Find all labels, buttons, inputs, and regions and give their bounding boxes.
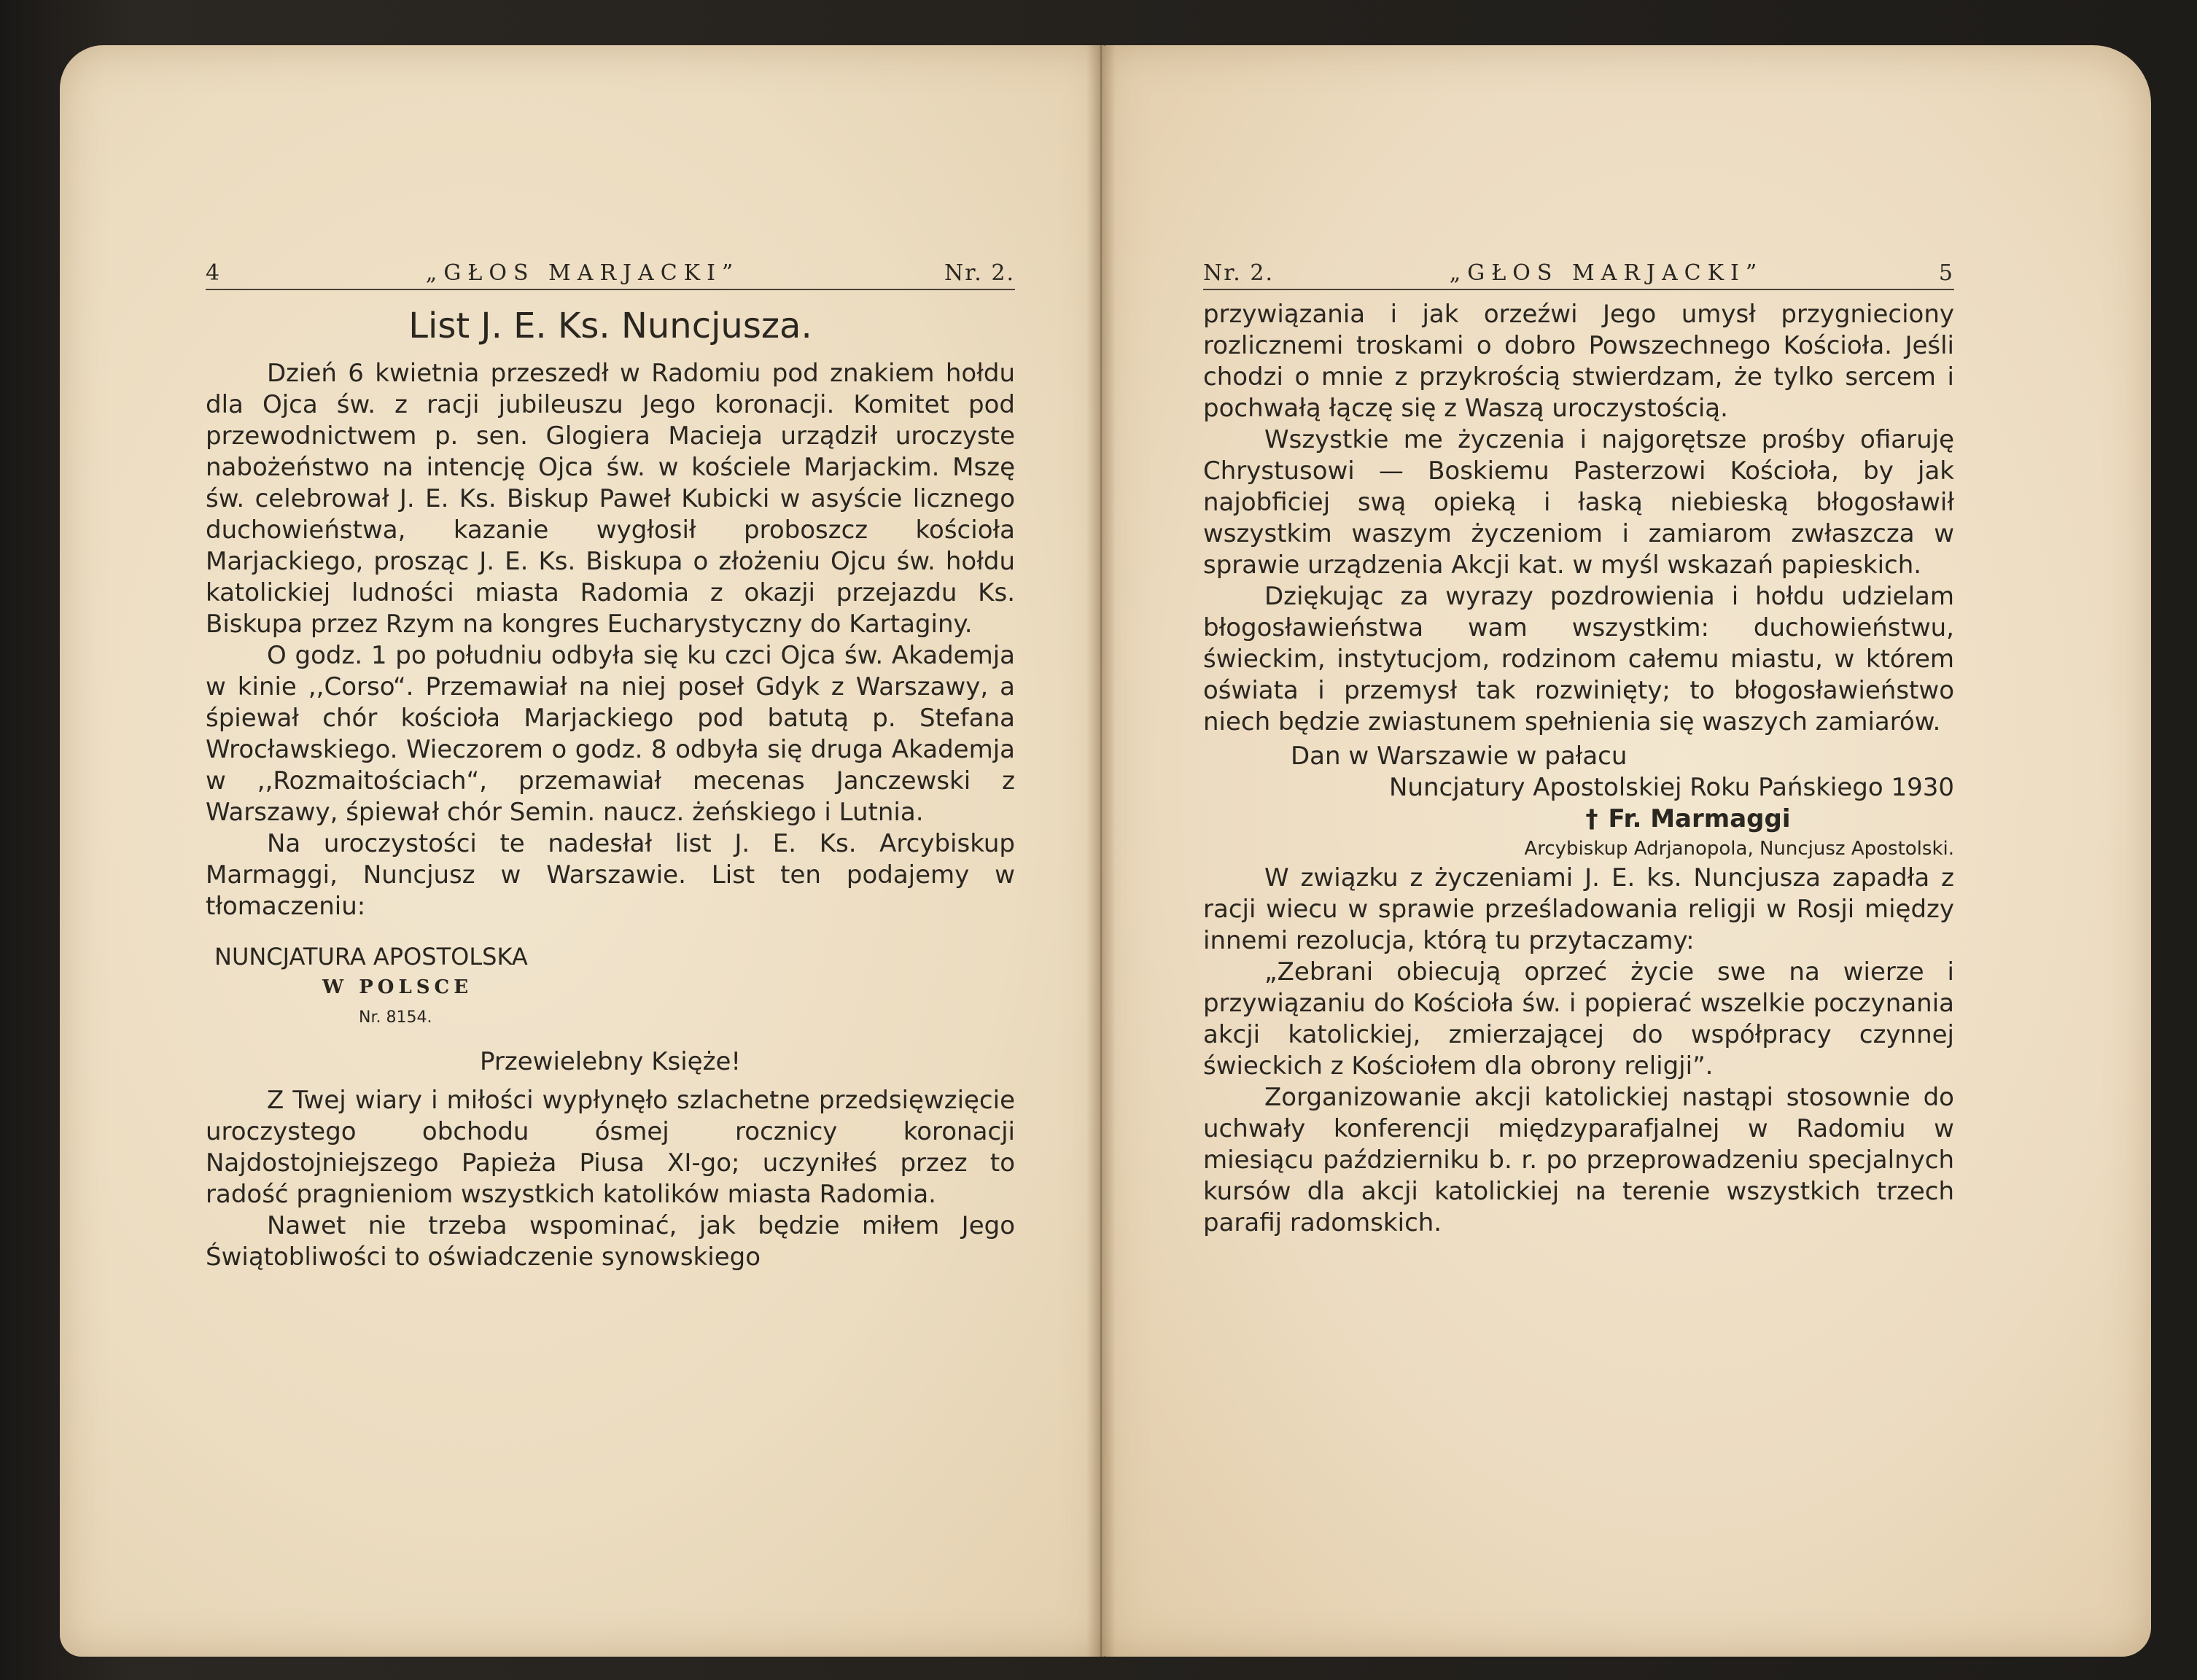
paragraph: Dzień 6 kwietnia przeszedł w Radomiu pod znakiem hołdu dla Ojca św. z racji jubileuszu Jego koronacji. Komitet pod przewodnictwem p. sen. Glogiera Macieja urządził uroczyste nabożeństwo na intencję Ojca św. w kościele Marjackim. Mszę św. celebrował J. E. Ks. Biskup Paweł Kubicki w asyście licznego duchowieństwa, kazanie wygłosił proboszcz kościoła Marjackiego, prosząc J. E. Ks. Biskupa o złożeniu Ojcu św. hołdu katolickiej ludności miasta Radomia z okazji przejazdu Ks. Biskupa przez Rzym na kongres Eucharystyczny do Kartaginy. xyxy=(206,359,1015,639)
paragraph: „Zebrani obiecują oprzeć życie swe na wierze i przywiązaniu do Kościoła św. i popierać wszelkie poczynania akcji katolickiej, zmierzającej do współpracy czynnej świeckich z Kościołem dla obrony religji”. xyxy=(1203,957,1954,1081)
paragraph: Zorganizowanie akcji katolickiej nastąpi stosownie do uchwały konferencji międzyparafjalnej w Radomiu w miesiącu październiku b. r. po przeprowadzeniu specjalnych kursów dla akcji katolickiej na terenie wszystkich trzech parafij radomskich. xyxy=(1203,1083,1954,1237)
paragraph: O godz. 1 po południu odbyła się ku czci Ojca św. Akademja w kinie ,,Corso“. Przemawiał na niej poseł Gdyk z Warszawy, a śpiewał chór kościoła Marjackiego pod batutą p. Stefana Wrocławskiego. Wieczorem o godz. 8 odbyła się druga Akademja w ,,Rozmaitościach“, przemawiał mecenas Janczewski z Warszawy, śpiewał chór Semin. naucz. żeńskiego i Lutnia. xyxy=(206,641,1015,827)
signature-title: Arcybiskup Adrjanopola, Nuncjusz Apostolski. xyxy=(1524,838,1954,860)
letter-number: Nr. 8154. xyxy=(359,1008,432,1027)
right-page xyxy=(1101,45,2151,1657)
left-page xyxy=(60,45,1108,1657)
book-gutter xyxy=(1086,45,1116,1657)
right-running-head xyxy=(1203,257,1954,290)
closing-line: Dan w Warszawie w pałacu xyxy=(1291,742,1628,771)
article-title: List J. E. Ks. Nuncjusza. xyxy=(408,306,812,346)
letter-closing xyxy=(1203,741,1954,863)
paragraph: Z Twej wiary i miłości wypłynęło szlachetne przedsięwzięcie uroczystego obchodu ósmej rocznicy koronacji Najdostojniejszego Papieża Piusa XI-go; uczyniłeś przez to radość pragnieniom wszystkich katolików miasta Radomia. xyxy=(206,1086,1015,1209)
paragraph: przywiązania i jak orzeźwi Jego umysł przygnieciony rozlicznemi troskami o dobro Powszechnego Kościoła. Jeśli chodzi o mnie z przykrością stwierdzam, że tylko sercem i pochwałą łączę się z Waszą uroczystością. xyxy=(1203,300,1954,423)
right-column xyxy=(1203,299,1954,1239)
salutation: Przewielebny Księże! xyxy=(479,1047,741,1076)
left-column xyxy=(206,297,1015,1273)
journal-title: „GŁOS MARJACKI” xyxy=(1449,260,1764,286)
page-number: 5 xyxy=(1938,260,1954,286)
issue-number: Nr. 2. xyxy=(944,260,1015,286)
left-running-head xyxy=(206,257,1015,290)
paragraph: Dziękując za wyrazy pozdrowienia i hołdu udzielam błogosławieństwa wam wszystkim: duchowieństwu, świeckim, instytucjom, rodzinom całemu miastu, w którem oświata i przemysł tak rozwinięty; to błogosławieństwo niech będzie zwiastunem spełnienia się waszych zamiarów. xyxy=(1203,582,1954,736)
letterhead-line: NUNCJATURA APOSTOLSKA xyxy=(214,943,528,971)
paragraph: Nawet nie trzeba wspominać, jak będzie miłem Jego Świątobliwości to oświadczenie synowskiego xyxy=(206,1211,1015,1272)
page-number: 4 xyxy=(206,260,222,286)
issue-number: Nr. 2. xyxy=(1203,260,1274,286)
journal-title: „GŁOS MARJACKI” xyxy=(425,260,740,286)
paragraph: Wszystkie me życzenia i najgorętsze prośby ofiaruję Chrystusowi — Boskiemu Pasterzowi Kościoła, by jak najobficiej swą opieką i łaską niebieską błogosławił wszystkim waszym życzeniom i zamiarom zwłaszcza w sprawie urządzenia Akcji kat. w myśl wskazań papieskich. xyxy=(1203,425,1954,580)
paragraph: W związku z życzeniami J. E. ks. Nuncjusza zapadła z racji wiecu w sprawie prześladowania religji w Rosji między innemi rezolucja, którą tu przytaczamy: xyxy=(1203,863,1954,955)
cross-icon: † xyxy=(1585,804,1598,833)
signature-name: Fr. Marmaggi xyxy=(1608,804,1791,833)
letterhead xyxy=(214,941,1015,1033)
closing-line: Nuncjatury Apostolskiej Roku Pańskiego 1930 xyxy=(1389,773,1954,802)
paragraph: Na uroczystości te nadesłał list J. E. Ks. Arcybiskup Marmaggi, Nuncjusz w Warszawie. List ten podajemy w tłomaczeniu: xyxy=(206,829,1015,921)
signature xyxy=(1203,804,1954,835)
letterhead-line: W POLSCE xyxy=(322,976,473,998)
